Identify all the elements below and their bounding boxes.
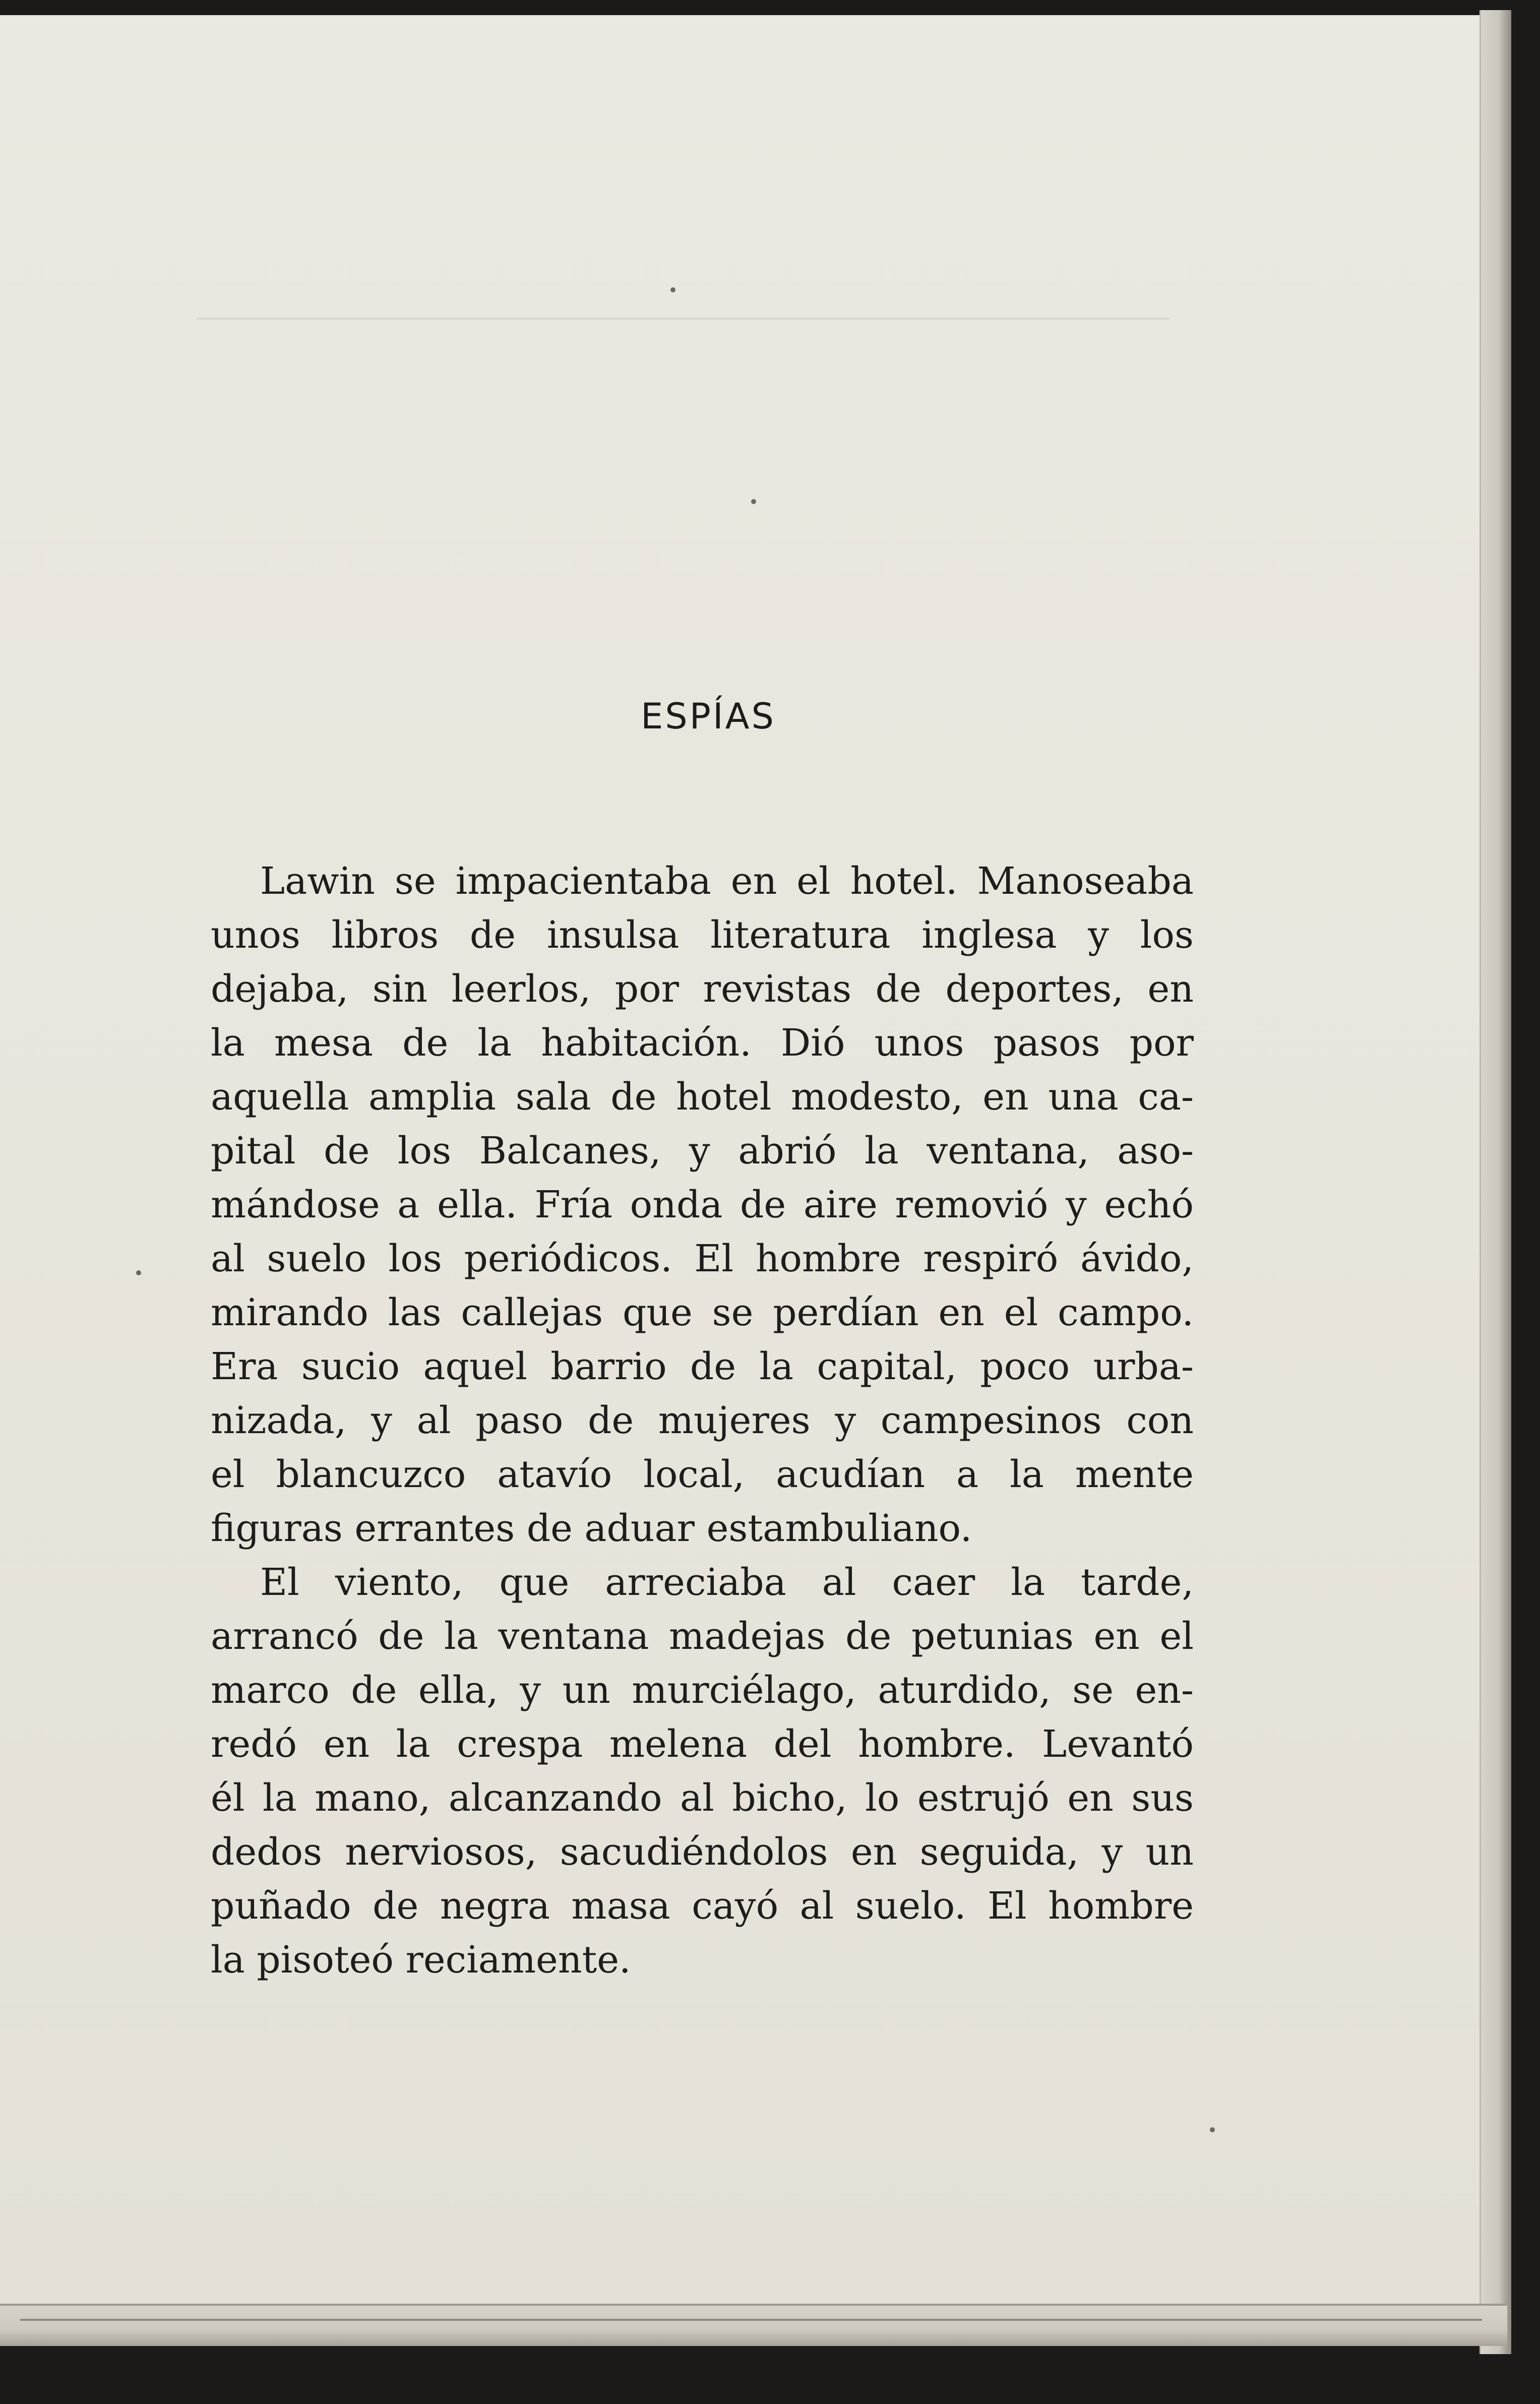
ink-speck	[1210, 2127, 1215, 2132]
text-line: Era sucio aquel barrio de la capital, poco urba-	[211, 1345, 1194, 1388]
ink-speck	[751, 499, 756, 504]
ink-speck	[670, 287, 675, 292]
text-line: El viento, que arreciaba al caer la tarde,	[260, 1561, 1194, 1604]
text-line: arrancó de la ventana madejas de petunias en el	[211, 1615, 1194, 1658]
text-line: nizada, y al paso de mujeres y campesinos con	[211, 1399, 1194, 1442]
text-line: redó en la crespa melena del hombre. Levantó	[211, 1722, 1194, 1766]
chapter-title: ESPÍAS	[641, 696, 776, 737]
text-line: dejaba, sin leerlos, por revistas de deportes, en	[211, 967, 1194, 1011]
ink-speck	[136, 1270, 141, 1275]
body-text	[211, 854, 1194, 1987]
text-line: la pisoteó reciamente.	[211, 1938, 631, 1982]
text-line: unos libros de insulsa literatura inglesa y los	[211, 913, 1194, 957]
page-edge-right	[1480, 10, 1511, 2354]
text-line: mándose a ella. Fría onda de aire removió y echó	[211, 1183, 1194, 1226]
text-line: mirando las callejas que se perdían en el campo.	[211, 1291, 1194, 1334]
text-line: Lawin se impacientaba en el hotel. Manoseaba	[260, 859, 1194, 903]
text-line: pital de los Balcanes, y abrió la ventana, aso-	[211, 1129, 1194, 1173]
text-line: el blancuzco atavío local, acudían a la mente	[211, 1453, 1194, 1496]
paragraph-2	[211, 1556, 1194, 1987]
page-edge-line	[20, 2319, 1482, 2321]
text-line: figuras errantes de aduar estambuliano.	[211, 1507, 972, 1550]
text-line: la mesa de la habitación. Dió unos pasos por	[211, 1021, 1194, 1065]
page-edge-bottom	[0, 2304, 1507, 2346]
text-line: marco de ella, y un murciélago, aturdido, se en-	[211, 1669, 1194, 1712]
text-line: aquella amplia sala de hotel modesto, en una ca-	[211, 1075, 1194, 1119]
paragraph-1	[211, 854, 1194, 1556]
text-line: puñado de negra masa cayó al suelo. El hombre	[211, 1884, 1194, 1928]
text-line: él la mano, alcanzando al bicho, lo estrujó en sus	[211, 1776, 1194, 1820]
text-line: al suelo los periódicos. El hombre respiró ávido,	[211, 1237, 1194, 1280]
show-through-rule	[197, 318, 1169, 320]
text-line: dedos nerviosos, sacudiéndolos en seguida, y un	[211, 1830, 1194, 1874]
